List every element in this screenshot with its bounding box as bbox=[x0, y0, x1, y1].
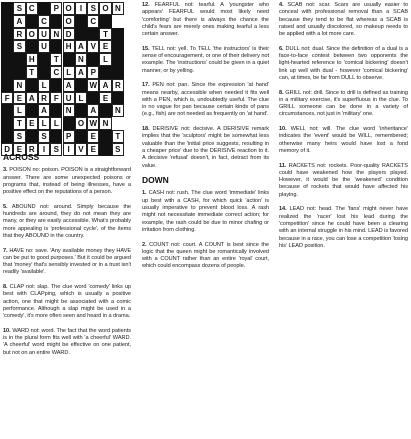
grid-letter-cell: P bbox=[87, 66, 99, 79]
grid-letter-cell: L bbox=[38, 117, 50, 130]
clue-number: 4. bbox=[279, 2, 284, 8]
grid-letter-cell: A bbox=[38, 104, 50, 117]
grid-black-cell bbox=[99, 15, 111, 28]
grid-letter-cell: N bbox=[63, 104, 75, 117]
grid-letter-cell: S bbox=[50, 143, 62, 156]
grid-letter-cell: L bbox=[50, 117, 62, 130]
grid-black-cell bbox=[1, 28, 13, 41]
clue-text: COUNT not: court. A COUNT is best since the logic that the queen might be romantically involved with a COUNT rather than an entire 'royal' court, which could encompass dozens of people. bbox=[142, 241, 269, 270]
grid-letter-cell: I bbox=[75, 2, 87, 15]
clue-number: 10. bbox=[279, 126, 287, 133]
clue-entry bbox=[142, 2, 269, 38]
grid-black-cell bbox=[1, 79, 13, 92]
clue-entry bbox=[3, 328, 131, 357]
grid-black-cell bbox=[87, 92, 99, 105]
grid-letter-cell: E bbox=[99, 40, 111, 53]
grid-letter-cell: T bbox=[99, 28, 111, 41]
grid-black-cell bbox=[112, 66, 124, 79]
down-clue-list bbox=[142, 190, 269, 270]
grid-black-cell bbox=[99, 130, 111, 143]
clue-text: WARD not: word. The fact that the word patients is in the plural form fits well with 'a cheerful' WARD. 'A cheerful' word might be effective on one patient, but not on an entire WARD. bbox=[3, 327, 131, 356]
grid-letter-cell: N bbox=[112, 104, 124, 117]
grid-letter-cell: N bbox=[99, 117, 111, 130]
grid-letter-cell: E bbox=[13, 143, 25, 156]
grid-letter-cell: S bbox=[13, 130, 25, 143]
clue-entry bbox=[142, 242, 269, 271]
grid-black-cell bbox=[1, 104, 13, 117]
grid-letter-cell: S bbox=[112, 143, 124, 156]
grid-black-cell bbox=[38, 2, 50, 15]
grid-letter-cell: S bbox=[13, 2, 25, 15]
across-heading: ACROSS bbox=[3, 152, 40, 162]
grid-black-cell bbox=[13, 53, 25, 66]
grid-letter-cell: C bbox=[38, 15, 50, 28]
clue-entry bbox=[3, 284, 131, 320]
grid-letter-cell: U bbox=[38, 40, 50, 53]
clue-number: 8. bbox=[3, 284, 8, 291]
grid-letter-cell: S bbox=[13, 40, 25, 53]
grid-black-cell bbox=[112, 40, 124, 53]
grid-black-cell bbox=[50, 15, 62, 28]
grid-letter-cell: O bbox=[99, 2, 111, 15]
grid-black-cell bbox=[75, 104, 87, 117]
grid-black-cell bbox=[87, 28, 99, 41]
grid-letter-cell: V bbox=[75, 143, 87, 156]
grid-black-cell bbox=[1, 40, 13, 53]
grid-letter-cell: O bbox=[26, 28, 38, 41]
grid-black-cell bbox=[1, 2, 13, 15]
grid-letter-cell: N bbox=[112, 2, 124, 15]
grid-black-cell bbox=[63, 53, 75, 66]
grid-black-cell bbox=[87, 53, 99, 66]
grid-letter-cell: I bbox=[38, 143, 50, 156]
clues-column-3 bbox=[279, 2, 408, 257]
clue-text: RACKETS not: rockets. Poor-quality RACKETS could have weakened how the players played. However, it would be the 'weakened' condition because of rockets that would have affected his playing. bbox=[279, 162, 408, 198]
grid-letter-cell: D bbox=[1, 143, 13, 156]
grid-letter-cell: P bbox=[63, 130, 75, 143]
grid-black-cell bbox=[38, 66, 50, 79]
grid-letter-cell: C bbox=[50, 66, 62, 79]
clue-entry bbox=[279, 126, 408, 155]
grid-black-cell bbox=[1, 130, 13, 143]
grid-black-cell bbox=[99, 66, 111, 79]
grid-black-cell bbox=[112, 92, 124, 105]
grid-letter-cell: N bbox=[50, 28, 62, 41]
grid-letter-cell: A bbox=[63, 79, 75, 92]
grid-black-cell bbox=[26, 104, 38, 117]
grid-letter-cell: T bbox=[112, 130, 124, 143]
grid-letter-cell: N bbox=[75, 53, 87, 66]
clue-entry bbox=[142, 190, 269, 234]
clue-entry bbox=[279, 2, 408, 38]
grid-black-cell bbox=[50, 104, 62, 117]
clue-text: HAVE no: save. 'Any available money they HAVE can be put to good purposes.' But it could be argued that 'money' that's sensibly invested or in a trust isn't readily 'available'. bbox=[3, 247, 131, 276]
grid-letter-cell: S bbox=[87, 2, 99, 15]
clue-number: 8. bbox=[279, 89, 284, 96]
clue-number: 7. bbox=[3, 247, 8, 254]
grid-letter-cell: C bbox=[26, 2, 38, 15]
clue-entry bbox=[142, 126, 269, 170]
clue-number: 11. bbox=[279, 162, 287, 169]
grid-letter-cell: F bbox=[1, 92, 13, 105]
clue-entry bbox=[279, 206, 408, 250]
clue-text: LEAD not: head. The 'fans' might never have realized the 'racer' lost his lead during the 'competition' since he could have been a clearing with an internal struggle in his mind. LEAD is favored because in a race, you can lose a competition 'losing his' LEAD position. bbox=[279, 206, 408, 249]
clue-number: 1. bbox=[142, 190, 147, 197]
grid-black-cell bbox=[1, 66, 13, 79]
grid-letter-cell: V bbox=[87, 40, 99, 53]
grid-letter-cell: T bbox=[50, 53, 62, 66]
down-heading: DOWN bbox=[142, 175, 169, 186]
clue-text: SCAB not: scar. Scars are usually easier to conceal with professional removal than a SCAB because they tend to be flat whereas a SCAB is raised and usually discolored, so makeup needs to be applied with a lot more care. bbox=[279, 2, 408, 38]
clue-number: 2. bbox=[142, 241, 147, 248]
clue-text: CASH not: rush. The clue word 'immediate' links up best with a CASH, for which quick 'action' is usually imperative to prevent blood loss. A rash might not necessitate immediate correct action; for example, the rash could be due to minor chafing or irritation from clothing. bbox=[142, 190, 269, 233]
grid-letter-cell: R bbox=[26, 143, 38, 156]
clue-text: DULL not: dual. Since the definition of a dual is a face-to-face contest between two opponents the light-hearted reference to 'comical bickering' doesn't link up well with dual - however 'comical bickering' can, at times, be far from DULL to observe. bbox=[279, 45, 408, 81]
clue-number: 6. bbox=[279, 45, 284, 52]
grid-letter-cell: A bbox=[99, 79, 111, 92]
crossword-grid bbox=[1, 2, 132, 154]
grid-letter-cell: A bbox=[75, 66, 87, 79]
grid-letter-cell: E bbox=[13, 92, 25, 105]
clue-entry bbox=[142, 82, 269, 118]
across-clue-list-continued bbox=[142, 2, 269, 170]
grid-letter-cell: C bbox=[87, 15, 99, 28]
grid-letter-cell: A bbox=[26, 92, 38, 105]
clue-number: 3. bbox=[3, 167, 8, 174]
grid-letter-cell: F bbox=[50, 92, 62, 105]
grid-letter-cell: E bbox=[26, 117, 38, 130]
clue-entry bbox=[279, 163, 408, 199]
clues-column-2 bbox=[142, 2, 269, 278]
down-clue-list-continued bbox=[279, 2, 408, 250]
grid-letter-cell: A bbox=[13, 15, 25, 28]
clue-number: 10. bbox=[3, 327, 11, 334]
clue-text: CLAP not: slap. The clue word 'comedy' links up best with CLAPping, which is usually a positive action, one that might be associated with a comic performance. Although a slap might be used in a 'comedy', it's more often seen and heard in a drama. bbox=[3, 284, 131, 320]
grid-black-cell bbox=[50, 130, 62, 143]
grid-letter-cell: W bbox=[87, 79, 99, 92]
clue-number: 14. bbox=[279, 206, 287, 213]
grid-black-cell bbox=[63, 117, 75, 130]
grid-black-cell bbox=[75, 15, 87, 28]
clue-entry bbox=[142, 46, 269, 75]
grid-black-cell bbox=[99, 104, 111, 117]
clues-column-1 bbox=[3, 154, 131, 364]
clue-text: TELL not: yell. To TELL 'the instructors' is their sense of encouragement, or one of their delivery not example. The 'instructions' could be given in a quiet manner, or by yelling. bbox=[142, 45, 270, 74]
clue-entry bbox=[279, 46, 408, 82]
clue-entry bbox=[3, 248, 131, 277]
grid-letter-cell: L bbox=[75, 92, 87, 105]
clue-number: 12. bbox=[142, 2, 150, 8]
grid-black-cell bbox=[50, 40, 62, 53]
grid-black-cell bbox=[112, 53, 124, 66]
grid-letter-cell: L bbox=[99, 53, 111, 66]
across-clue-list bbox=[3, 167, 131, 357]
grid-letter-cell: H bbox=[26, 53, 38, 66]
clue-number: 5. bbox=[3, 203, 8, 210]
grid-letter-cell: U bbox=[38, 28, 50, 41]
grid-letter-cell: W bbox=[87, 117, 99, 130]
clue-text: WELL not: will. The clue word 'inheritance' indicates the 'event' would be WILL, remembered; otherwise many heirs would have lost a fond memory of it. bbox=[279, 126, 408, 154]
grid-letter-cell: R bbox=[112, 79, 124, 92]
grid-black-cell bbox=[1, 117, 13, 130]
grid-letter-cell: O bbox=[63, 2, 75, 15]
clue-number: 18. bbox=[142, 126, 150, 133]
grid-letter-cell: E bbox=[87, 130, 99, 143]
grid-black-cell bbox=[75, 130, 87, 143]
grid-black-cell bbox=[26, 130, 38, 143]
grid-black-cell bbox=[13, 66, 25, 79]
grid-black-cell bbox=[26, 40, 38, 53]
grid-letter-cell: T bbox=[26, 66, 38, 79]
grid-letter-cell: E bbox=[87, 143, 99, 156]
grid-letter-cell: L bbox=[38, 79, 50, 92]
grid-black-cell bbox=[1, 53, 13, 66]
clue-text: PEN not: pan. Since the expression 'at hand' means nearby, accessible when needed it fits well with a PEN, which is, undoubtedly useful. The clue in no vague for pan because certain kinds of pans (e.g., fish) are not needed as frequently on 'at hand'. bbox=[142, 82, 269, 118]
clue-text: FEARFUL not: tearful. A 'youngster who appears' FEARFUL would most likely need 'comforting' but there is always the chance the child's fears are merely ones making tearful a less certain answer. bbox=[142, 2, 269, 38]
grid-letter-cell: U bbox=[63, 92, 75, 105]
grid-letter-cell: T bbox=[13, 117, 25, 130]
clue-entry bbox=[279, 90, 408, 119]
clue-entry bbox=[3, 167, 131, 196]
clue-entry bbox=[3, 204, 131, 240]
grid-letter-cell: D bbox=[63, 28, 75, 41]
clue-number: 17. bbox=[142, 82, 150, 89]
grid-letter-cell: L bbox=[63, 66, 75, 79]
grid-letter-cell: H bbox=[63, 40, 75, 53]
clue-text: ABOUND not: around. Simply because the hundreds are around, they do not mean they are many, or they are easily accessible. What's probably more appealing is 'professional cycle', of the items that they ABOUND in the country. bbox=[3, 203, 131, 239]
grid-letter-cell: A bbox=[75, 40, 87, 53]
grid-black-cell bbox=[26, 15, 38, 28]
grid-letter-cell: O bbox=[75, 117, 87, 130]
grid-letter-cell: E bbox=[99, 92, 111, 105]
clue-text: DERISIVE not: decisive. A DERISIVE remark implies that the 'sculptors' might be somewhat less valuable than the 'initial price suggests, resulting in a cheaper price' due to the DERISIVE reaction to it. A decisive 'refusal' doesn't, in fact, detract from its value. bbox=[142, 126, 269, 169]
grid-letter-cell: O bbox=[63, 15, 75, 28]
grid-letter-cell: R bbox=[38, 92, 50, 105]
clue-text: POISON no: poison. POISON is a straightforward answer. There are some unexpected poisons or programs that, instead of being illnesses, have a positive effect on the reputations of a person. bbox=[3, 167, 131, 196]
grid-black-cell bbox=[50, 79, 62, 92]
clue-text: GRILL not: drill. Since to drill is defined as training in a military exercise, it's superfluous in the clue. To GRILL someone can be done in a variety of circumstances, not just in 'military' one. bbox=[279, 89, 408, 118]
grid-black-cell bbox=[75, 28, 87, 41]
clue-number: 15. bbox=[142, 45, 150, 52]
grid-black-cell bbox=[112, 28, 124, 41]
grid-letter-cell: A bbox=[87, 104, 99, 117]
grid-letter-cell: S bbox=[38, 130, 50, 143]
grid-letter-cell: R bbox=[13, 28, 25, 41]
grid-letter-cell: I bbox=[63, 143, 75, 156]
grid-black-cell bbox=[1, 15, 13, 28]
grid-black-cell bbox=[75, 79, 87, 92]
grid-black-cell bbox=[26, 79, 38, 92]
grid-letter-cell: L bbox=[13, 104, 25, 117]
grid-letter-cell: P bbox=[50, 2, 62, 15]
grid-black-cell bbox=[38, 53, 50, 66]
grid-letter-cell: N bbox=[13, 79, 25, 92]
